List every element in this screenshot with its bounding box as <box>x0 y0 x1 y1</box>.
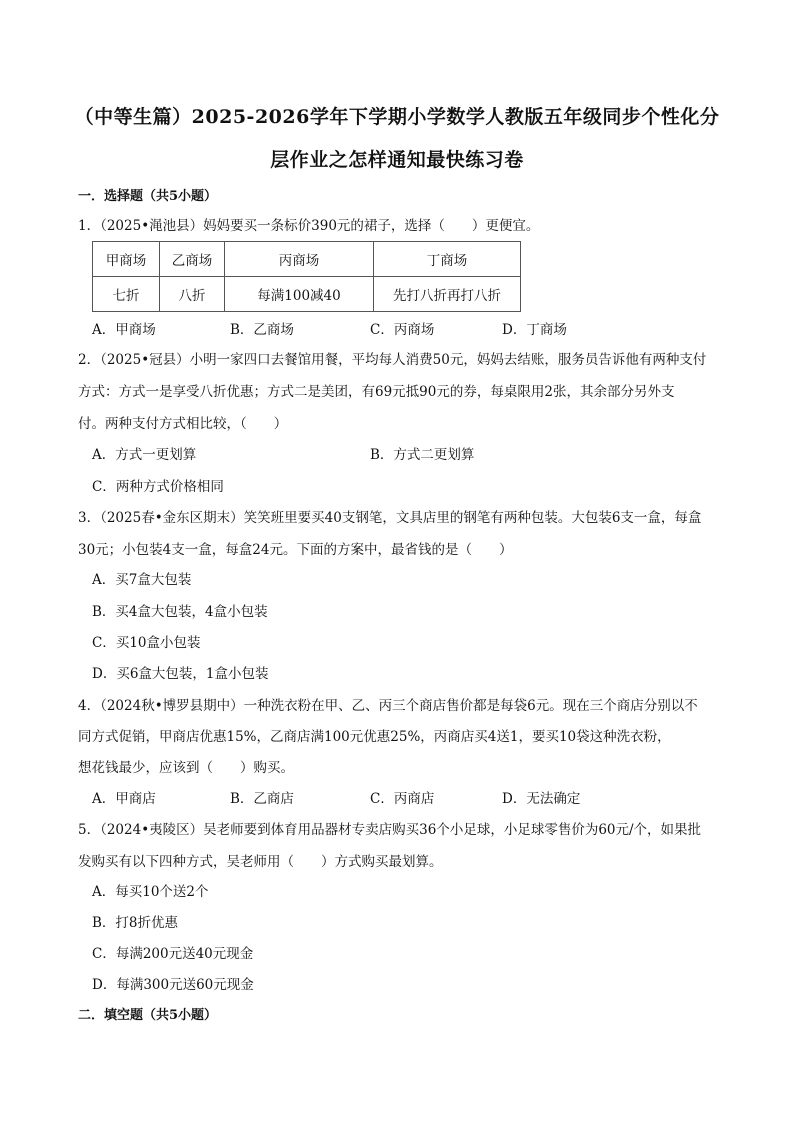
table-cell: 每满100减40 <box>225 277 374 312</box>
question-5-stem-line-1: 5．（2024•夷陵区）吴老师要到体育用品器材专卖店购买36个小足球，小足球零售价为60元/个，如果批 <box>78 822 702 838</box>
question-4-stem-line-2: 同方式促销，甲商店优惠15%，乙商店满100元优惠25%，丙商店买4送1，要买10袋这种洗衣粉， <box>78 729 671 745</box>
section-heading-fill-in-blank: 二．填空题（共5小题） <box>78 1008 218 1023</box>
table-row <box>93 277 521 312</box>
question-4-stem-line-1: 4．（2024秋•博罗县期中）一种洗衣粉在甲、乙、丙三个商店售价都是每袋6元。现在三个商店分别以不 <box>78 698 698 714</box>
question-3-option-c: C．买10盒小包装 <box>92 635 201 651</box>
question-2-stem-line-3: 付。两种支付方式相比较，（ ） <box>78 416 288 432</box>
question-5-stem-line-2: 发购买有以下四种方式，吴老师用（ ）方式购买最划算。 <box>78 854 443 870</box>
table-header-cell: 丁商场 <box>374 242 521 277</box>
question-3-stem-line-1: 3．（2025春•金东区期末）笑笑班里要买40支钢笔，文具店里的钢笔有两种包装。大包装6支一盒，每盒 <box>78 510 702 526</box>
question-1-price-table <box>92 241 521 312</box>
question-2-stem-line-1: 2．（2025•冠县）小明一家四口去餐馆用餐，平均每人消费50元，妈妈去结账，服务员告诉他有两种支付 <box>78 352 707 368</box>
question-1-option-c: C．丙商场 <box>370 322 435 338</box>
question-1-option-a: A．甲商场 <box>92 322 156 338</box>
table-cell: 先打八折再打八折 <box>374 277 521 312</box>
question-4-option-d: D．无法确定 <box>502 791 581 807</box>
document-title-line-1: （中等生篇）2025-2026学年下学期小学数学人教版五年级同步个性化分 <box>74 106 720 128</box>
question-3-option-a: A．买7盒大包装 <box>92 572 192 588</box>
table-header-row <box>93 242 521 277</box>
table-cell: 八折 <box>160 277 225 312</box>
document-title-line-2: 层作业之怎样通知最快练习卷 <box>270 149 524 171</box>
question-5-option-d: D．每满300元送60元现金 <box>92 977 254 993</box>
question-2-option-b: B．方式二更划算 <box>370 447 475 463</box>
question-4-stem-line-3: 想花钱最少，应该到（ ）购买。 <box>78 760 294 776</box>
question-3-option-b: B．买4盒大包装，4盒小包装 <box>92 604 268 620</box>
question-5-option-a: A．每买10个送2个 <box>92 884 209 900</box>
question-1-option-d: D．丁商场 <box>502 322 567 338</box>
table-cell: 七折 <box>93 277 160 312</box>
question-5-option-c: C．每满200元送40元现金 <box>92 946 254 962</box>
question-5-option-b: B．打8折优惠 <box>92 915 179 931</box>
question-1-option-b: B．乙商场 <box>230 322 294 338</box>
table-header-cell: 乙商场 <box>160 242 225 277</box>
question-4-option-c: C．丙商店 <box>370 791 435 807</box>
question-2-option-a: A．方式一更划算 <box>92 447 197 463</box>
table-header-cell: 甲商场 <box>93 242 160 277</box>
question-4-option-a: A．甲商店 <box>92 791 156 807</box>
question-1-stem: 1．（2025•渑池县）妈妈要买一条标价390元的裙子，选择（ ）更便宜。 <box>78 218 540 234</box>
question-3-option-d: D．买6盒大包装，1盒小包装 <box>92 666 269 682</box>
question-2-option-c: C．两种方式价格相同 <box>92 479 224 495</box>
question-4-option-b: B．乙商店 <box>230 791 294 807</box>
section-heading-multiple-choice: 一．选择题（共5小题） <box>78 189 218 204</box>
question-2-stem-line-2: 方式：方式一是享受八折优惠；方式二是美团，有69元抵90元的券，每桌限用2张，其余部分另外支 <box>78 384 675 400</box>
table-header-cell: 丙商场 <box>225 242 374 277</box>
question-3-stem-line-2: 30元；小包装4支一盒，每盒24元。下面的方案中，最省钱的是（ ） <box>78 542 513 558</box>
